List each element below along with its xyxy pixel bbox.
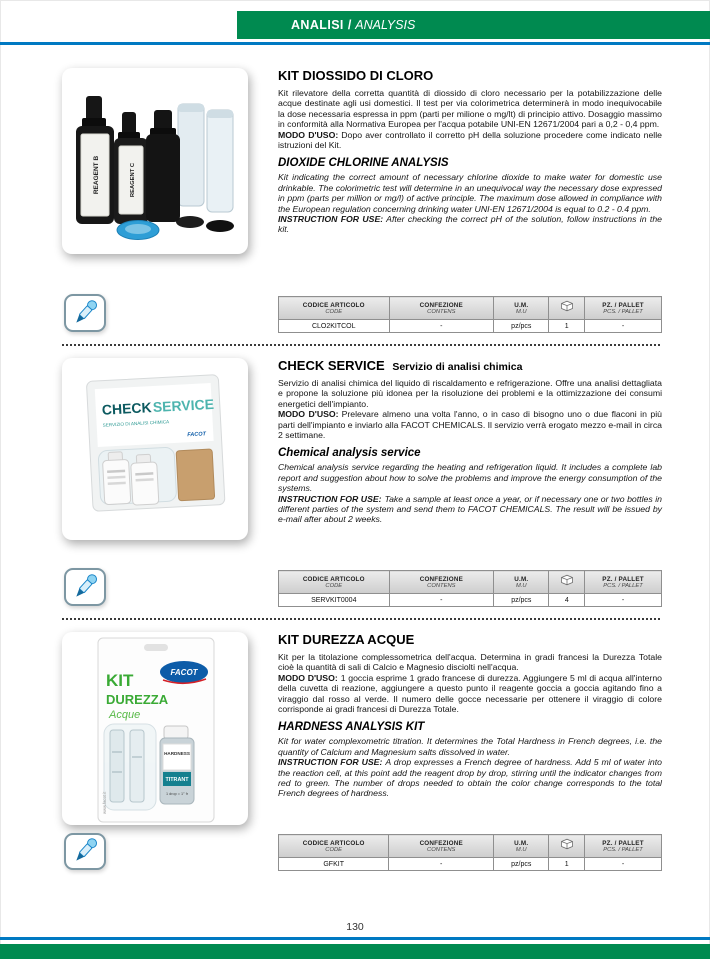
clear-vials [178, 104, 233, 212]
product-media-column [62, 358, 252, 610]
product-info-column [252, 68, 662, 336]
col-header-code: CODICE ARTICOLO CODE [279, 571, 390, 594]
dropper-badge [64, 568, 106, 606]
product-title-text: CHECK SERVICE [278, 358, 385, 373]
usage-label-italian: MODO D'USO: [278, 129, 339, 140]
product-title [278, 632, 662, 647]
usage-english [278, 494, 662, 525]
usage-text-english: Take a sample at least once a year, or if necessary one or two bottles in different parties of the system and send them to FACOT CHEMICALS. The result will be issued by e-mail after about 2 weeks. [278, 493, 662, 525]
col-header-contens: CONFEZIONE CONTENS [389, 571, 494, 594]
reagent-b-label: REAGENT B [93, 155, 100, 195]
product-media-column [62, 632, 252, 874]
usage-label-english: INSTRUCTION FOR USE: [278, 493, 382, 504]
facot-brand-text: FACOT [187, 431, 207, 439]
blue-test-dish [117, 221, 159, 240]
usage-text-italian: Dopo aver controllato il corretto pH della soluzione procedere come indicato nelle istruzioni del Kit. [278, 129, 662, 151]
usage-label-english: INSTRUCTION FOR USE: [278, 757, 383, 768]
usage-text-italian: 1 goccia esprime 1 grado francese di durezza. Aggiungere 5 ml di acqua all'interno della cuvetta di reazione, aggiungere a questo punto il reagente goccia a goccia agitando fino a viraggio dal rosso al verde. Il numero delle gocce necessarie per ottenere il viraggio di colore corrisponde ai gradi francesi di Durezza Totale. [278, 672, 662, 715]
page-content [0, 58, 710, 874]
usage-label-italian: MODO D'USO: [278, 672, 338, 683]
pipette-icon [68, 572, 102, 602]
cell-um: pz/pcs [494, 858, 549, 871]
usage-text-italian: Prelevare almeno una volta l'anno, o in caso di bisogno uno o due flaconi in più parti dell'impianto e inviarlo alla FACOT CHEMICALS. Il servizio verrà erogato mezzo e-mail in circa 2 settimane. [278, 409, 662, 441]
product-title-text: KIT DIOSSIDO DI CLORO [278, 68, 434, 83]
kraft-paper [176, 449, 215, 501]
header-rule [0, 42, 710, 45]
product-info-column [252, 632, 662, 874]
spec-table [278, 296, 662, 333]
usage-italian [278, 409, 662, 440]
product-title-text: KIT DUREZZA ACQUE [278, 632, 415, 647]
product-title [278, 68, 662, 83]
cell-um: pz/pcs [494, 320, 549, 333]
box-icon [560, 574, 574, 586]
footer-band [0, 944, 710, 959]
description-english: Kit for water complexometric titration. It determines the Total Hardness in French degrees, i.e. the quantity of Calcium and Magnesium salts dissolved in water. [278, 736, 662, 757]
description-italian: Kit per la titolazione complessometrica dell'acqua. Determina in gradi francesi la Durezza Totale cioè la quantità di sali di Calcio e Magnesio disciolti nell'acqua. [278, 652, 662, 673]
cell-contens: - [389, 858, 494, 871]
header-bar [237, 11, 710, 39]
footer-rule [0, 937, 710, 940]
spec-table-wrap [278, 570, 662, 610]
spec-table-row [279, 594, 662, 607]
spec-table-row [279, 320, 662, 333]
product-photo [62, 358, 248, 540]
spec-table-header-row [279, 835, 662, 858]
product-photo [62, 632, 248, 825]
page-number: 130 [346, 921, 364, 933]
description-italian: Servizio di analisi chimica del liquido di riscaldamento e refrigerazione. Offre una analisi dettagliata e propone la soluzione più idonea per la risoluzione dei problemi e la ottimizzazione dei consumi energetici dell'impianto. [278, 378, 662, 409]
usage-text-english: After checking the correct pH of the solution, follow instructions in the kit. [278, 214, 662, 235]
hang-slot [144, 644, 168, 651]
dropper-badge [64, 833, 106, 870]
box-icon [560, 300, 574, 312]
dark-bottle [146, 110, 180, 222]
usage-label-english: INSTRUCTION FOR USE: [278, 214, 384, 225]
product-title-suffix: Servizio di analisi chimica [392, 361, 523, 373]
website-text: www.facot.it [102, 791, 107, 814]
col-header-qty [549, 297, 585, 320]
description-english: Kit indicating the correct amount of necessary chlorine dioxide to make water for domestic use drinkable. The colorimetric test will determine in an unequivocal way the necessary dose expressed in ppm (parts per million or mg/l) of active principle. The maximum dose allowed in compliance with the European regulation concerning drinking water UNI-EN 12671/2004 is equal to 0.2 - 0.4 ppm. [278, 172, 662, 214]
card-subtitle: SERVIZIO DI ANALISI CHIMICA [102, 419, 170, 428]
reagent-c-label: REAGENT C [130, 162, 136, 198]
description-italian: Kit rilevatore della corretta quantità di diossido di cloro necessario per la potabilizzazione delle acque destinate agli usi domestici. Il test per via colorimetrica determinerà in modo inequivocabile la dose necessaria espressa in ppm (parti per milione o mg/lt) di principio attivo. Dosaggio massimo in conformità alla Normativa Europea per l'acqua potabile UNI-EN 12671/2004 pari a 0,2 - 0,4 ppm. [278, 88, 662, 130]
section-separator [62, 618, 660, 620]
product-media-column [62, 68, 252, 336]
cell-contens: - [389, 320, 494, 333]
header-title-separator: / [347, 18, 352, 32]
usage-italian [278, 673, 662, 715]
dropper-badge [64, 294, 106, 332]
check-service-photo [62, 358, 248, 540]
service-text: SERVICE [152, 395, 215, 416]
pipette-icon [68, 298, 102, 328]
col-header-qty [549, 835, 585, 858]
usage-label-italian: MODO D'USO: [278, 409, 339, 420]
product-title-english: Chemical analysis service [278, 447, 421, 460]
bottle-caps [176, 216, 234, 232]
kit-text: KIT [106, 671, 134, 690]
product-photo [62, 68, 248, 254]
col-header-um: U.M. M.U [494, 571, 549, 594]
header-title-en: ANALYSIS [355, 18, 416, 32]
cell-pallet: - [585, 594, 662, 607]
facot-brand-text: FACOT [170, 668, 198, 677]
product-info-column [252, 358, 662, 610]
usage-english [278, 757, 662, 799]
reagent-bottle-c [114, 112, 148, 224]
section-separator [62, 344, 660, 346]
cell-code: CLO2KITCOL [279, 320, 390, 333]
cell-um: pz/pcs [494, 594, 549, 607]
hardness-kit-photo [62, 632, 248, 825]
spec-table-wrap [278, 296, 662, 336]
acque-text: Acque [109, 709, 141, 721]
spec-table-wrap [278, 834, 662, 874]
col-header-qty [549, 571, 585, 594]
chlorine-kit-photo [62, 68, 248, 254]
header-title-it: ANALISI [291, 18, 344, 32]
col-header-um: U.M. M.U [494, 835, 549, 858]
reagent-bottle-b [76, 96, 114, 224]
col-header-pallet: PZ. / PALLET PCS. / PALLET [585, 835, 662, 858]
product-title-english: DIOXIDE CHLORINE ANALYSIS [278, 157, 449, 170]
usage-text-english: A drop expresses a French degree of hardness. Add 5 ml of water into the reaction cell, at this point add the reagent drop by drop, stirring until the indicator changes from red to green. The number of drops needed to obtain the color change corresponds to the total French degrees of hardness. [278, 757, 662, 799]
titrant-bottle [160, 726, 194, 804]
usage-english [278, 214, 662, 235]
col-header-code: CODICE ARTICOLO CODE [279, 297, 390, 320]
cell-code: GFKIT [279, 858, 389, 871]
product-section-check-service [0, 348, 710, 610]
box-icon [560, 838, 574, 850]
check-text: CHECK [101, 399, 153, 418]
durezza-text: DUREZZA [106, 692, 169, 707]
spec-table-row [279, 858, 662, 871]
cell-qty: 1 [549, 320, 585, 333]
col-header-code: CODICE ARTICOLO CODE [279, 835, 389, 858]
cell-contens: - [389, 594, 494, 607]
description-english: Chemical analysis service regarding the heating and refrigeration liquid. It includes a complete lab report and suggestion about how to solve the problems and improve the energy consumption of the systems. [278, 462, 662, 494]
spec-table-header-row [279, 571, 662, 594]
spec-table [278, 570, 662, 607]
cell-pallet: - [585, 320, 662, 333]
cell-code: SERVKIT0004 [279, 594, 390, 607]
product-section-kit-durezza-acque [0, 622, 710, 874]
cell-qty: 4 [549, 594, 585, 607]
spec-table [278, 834, 662, 871]
drop-note: 1 drop = 1° fr [165, 792, 189, 796]
spec-table-header-row [279, 297, 662, 320]
product-title [278, 358, 662, 373]
titrant-label: TITRANT [165, 777, 189, 783]
product-title-english: HARDNESS ANALYSIS KIT [278, 721, 425, 734]
cell-qty: 1 [549, 858, 585, 871]
pipette-icon [68, 836, 102, 866]
col-header-pallet: PZ. / PALLET PCS. / PALLET [585, 297, 662, 320]
col-header-contens: CONFEZIONE CONTENS [389, 297, 494, 320]
product-section-kit-diossido-di-cloro [0, 58, 710, 336]
usage-italian [278, 130, 662, 151]
hardness-label: HARDNESS [164, 751, 190, 756]
col-header-um: U.M. M.U [494, 297, 549, 320]
cell-pallet: - [585, 858, 662, 871]
col-header-contens: CONFEZIONE CONTENS [389, 835, 494, 858]
col-header-pallet: PZ. / PALLET PCS. / PALLET [585, 571, 662, 594]
